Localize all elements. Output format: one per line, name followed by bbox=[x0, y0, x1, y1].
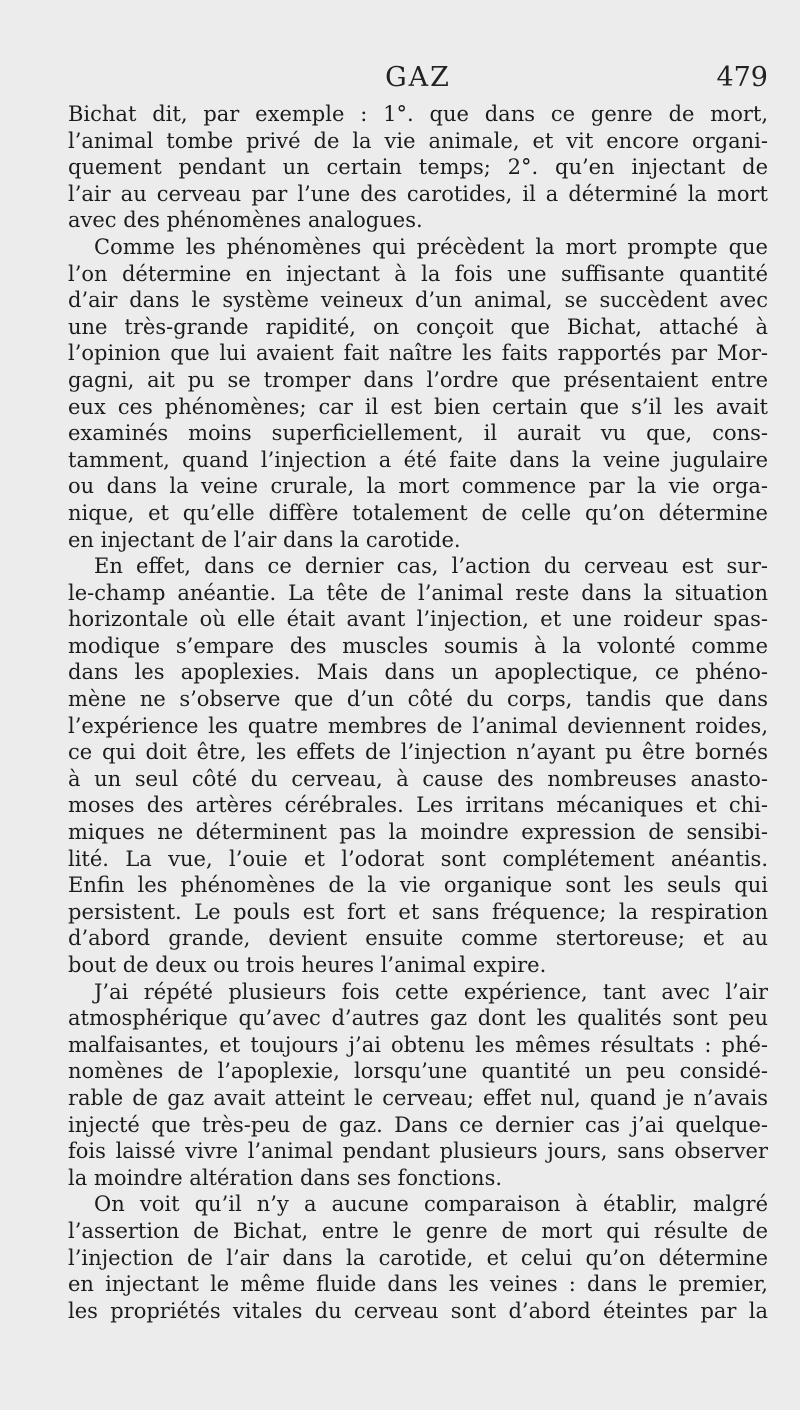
paragraph-first-line: On voit qu’il n’y a aucune comparaison à établir, malgré bbox=[94, 1192, 768, 1217]
text-line: fois laissé vivre l’animal pendant plusieurs jours, sans observer bbox=[68, 1139, 768, 1164]
text-line: examinés moins superficiellement, il aurait vu que, cons- bbox=[68, 421, 768, 446]
text-line: les propriétés vitales du cerveau sont d’abord éteintes par la bbox=[68, 1298, 768, 1323]
text-line: d’abord grande, devient ensuite comme stertoreuse; et au bbox=[68, 926, 768, 951]
text-line: rable de gaz avait atteint le cerveau; effet nul, quand je n’avais bbox=[68, 1085, 768, 1110]
text-line: eux ces phénomènes; car il est bien certain que s’il les avait bbox=[68, 394, 768, 419]
paragraph-first-line: J’ai répété plusieurs fois cette expérience, tant avec l’air bbox=[94, 979, 768, 1004]
text-line: bout de deux ou trois heures l’animal expire. bbox=[68, 953, 547, 977]
text-line: l’opinion que lui avaient fait naître les faits rapportés par Mor- bbox=[68, 341, 768, 366]
text-line: l’animal tombe privé de la vie animale, et vit encore organi- bbox=[68, 128, 768, 153]
text-line: malfaisantes, et toujours j’ai obtenu les mêmes résultats : phé- bbox=[68, 1032, 768, 1057]
paragraph-first-line: Comme les phénomènes qui précèdent la mort prompte que bbox=[94, 234, 768, 259]
text-line: l’assertion de Bichat, entre le genre de mort qui résulte de bbox=[68, 1218, 768, 1243]
text-line: horizontale où elle était avant l’injection, et une roideur spas- bbox=[68, 607, 768, 632]
text-line: lité. La vue, l’ouie et l’odorat sont complétement anéantis. bbox=[68, 846, 768, 871]
text-line: mène ne s’observe que d’un côté du corps, tandis que dans bbox=[68, 687, 768, 712]
text-line: à un seul côté du cerveau, à cause des nombreuses anasto- bbox=[68, 766, 768, 791]
text-line: miques ne déterminent pas la moindre expression de sensibi- bbox=[68, 820, 768, 845]
text-line: nique, et qu’elle diffère totalement de celle qu’on détermine bbox=[68, 500, 768, 525]
text-line: l’injection de l’air dans la carotide, et celui qu’on détermine bbox=[68, 1245, 768, 1270]
text-line: injecté que très-peu de gaz. Dans ce dernier cas j’ai quelque- bbox=[68, 1112, 768, 1137]
text-line: modique s’empare des muscles soumis à la volonté comme bbox=[68, 633, 768, 658]
running-head: GAZ bbox=[385, 62, 451, 93]
page-number: 479 bbox=[716, 62, 768, 93]
text-line: persistent. Le pouls est fort et sans fréquence; la respiration bbox=[68, 899, 768, 924]
text-line: une très-grande rapidité, on conçoit que Bichat, attaché à bbox=[68, 314, 768, 339]
text-line: quement pendant un certain temps; 2°. qu’en injectant de bbox=[68, 155, 768, 180]
text-line: l’expérience les quatre membres de l’animal deviennent roides, bbox=[68, 713, 768, 738]
text-line: le-champ anéantie. La tête de l’animal reste dans la situation bbox=[68, 580, 768, 605]
text-line: l’air au cerveau par l’une des carotides, il a déterminé la mort bbox=[68, 181, 768, 206]
text-line: moses des artères cérébrales. Les irritans mécaniques et chi- bbox=[68, 793, 768, 818]
text-line: Enfin les phénomènes de la vie organique sont les seuls qui bbox=[68, 873, 768, 898]
paragraph-first-line: En effet, dans ce dernier cas, l’action du cerveau est sur- bbox=[94, 554, 768, 579]
text-line: l’on détermine en injectant à la fois une suffisante quantité bbox=[68, 261, 768, 286]
text-line: d’air dans le système veineux d’un animal, se succèdent avec bbox=[68, 288, 768, 313]
text-line: ou dans la veine crurale, la mort commence par la vie orga- bbox=[68, 474, 768, 499]
text-line: atmosphérique qu’avec d’autres gaz dont les qualités sont peu bbox=[68, 1006, 768, 1031]
text-line: ce qui doit être, les effets de l’injection n’ayant pu être bornés bbox=[68, 740, 768, 765]
text-line: Bichat dit, par exemple : 1°. que dans ce genre de mort, bbox=[68, 102, 768, 126]
text-line: nomènes de l’apoplexie, lorsqu’une quantité un peu considé- bbox=[68, 1059, 768, 1084]
text-line: en injectant le même fluide dans les veines : dans le premier, bbox=[68, 1272, 768, 1297]
text-line: dans les apoplexies. Mais dans un apoplectique, ce phéno- bbox=[68, 660, 768, 685]
page-header bbox=[68, 62, 768, 102]
body-text bbox=[68, 101, 768, 1324]
text-line: avec des phénomènes analogues. bbox=[68, 208, 423, 233]
text-line: la moindre altération dans ses fonctions. bbox=[68, 1165, 503, 1190]
text-line: gagni, ait pu se tromper dans l’ordre que présentaient entre bbox=[68, 367, 768, 392]
text-line: en injectant de l’air dans la carotide. bbox=[68, 527, 461, 552]
text-line: tamment, quand l’injection a été faite dans la veine jugulaire bbox=[68, 447, 768, 472]
